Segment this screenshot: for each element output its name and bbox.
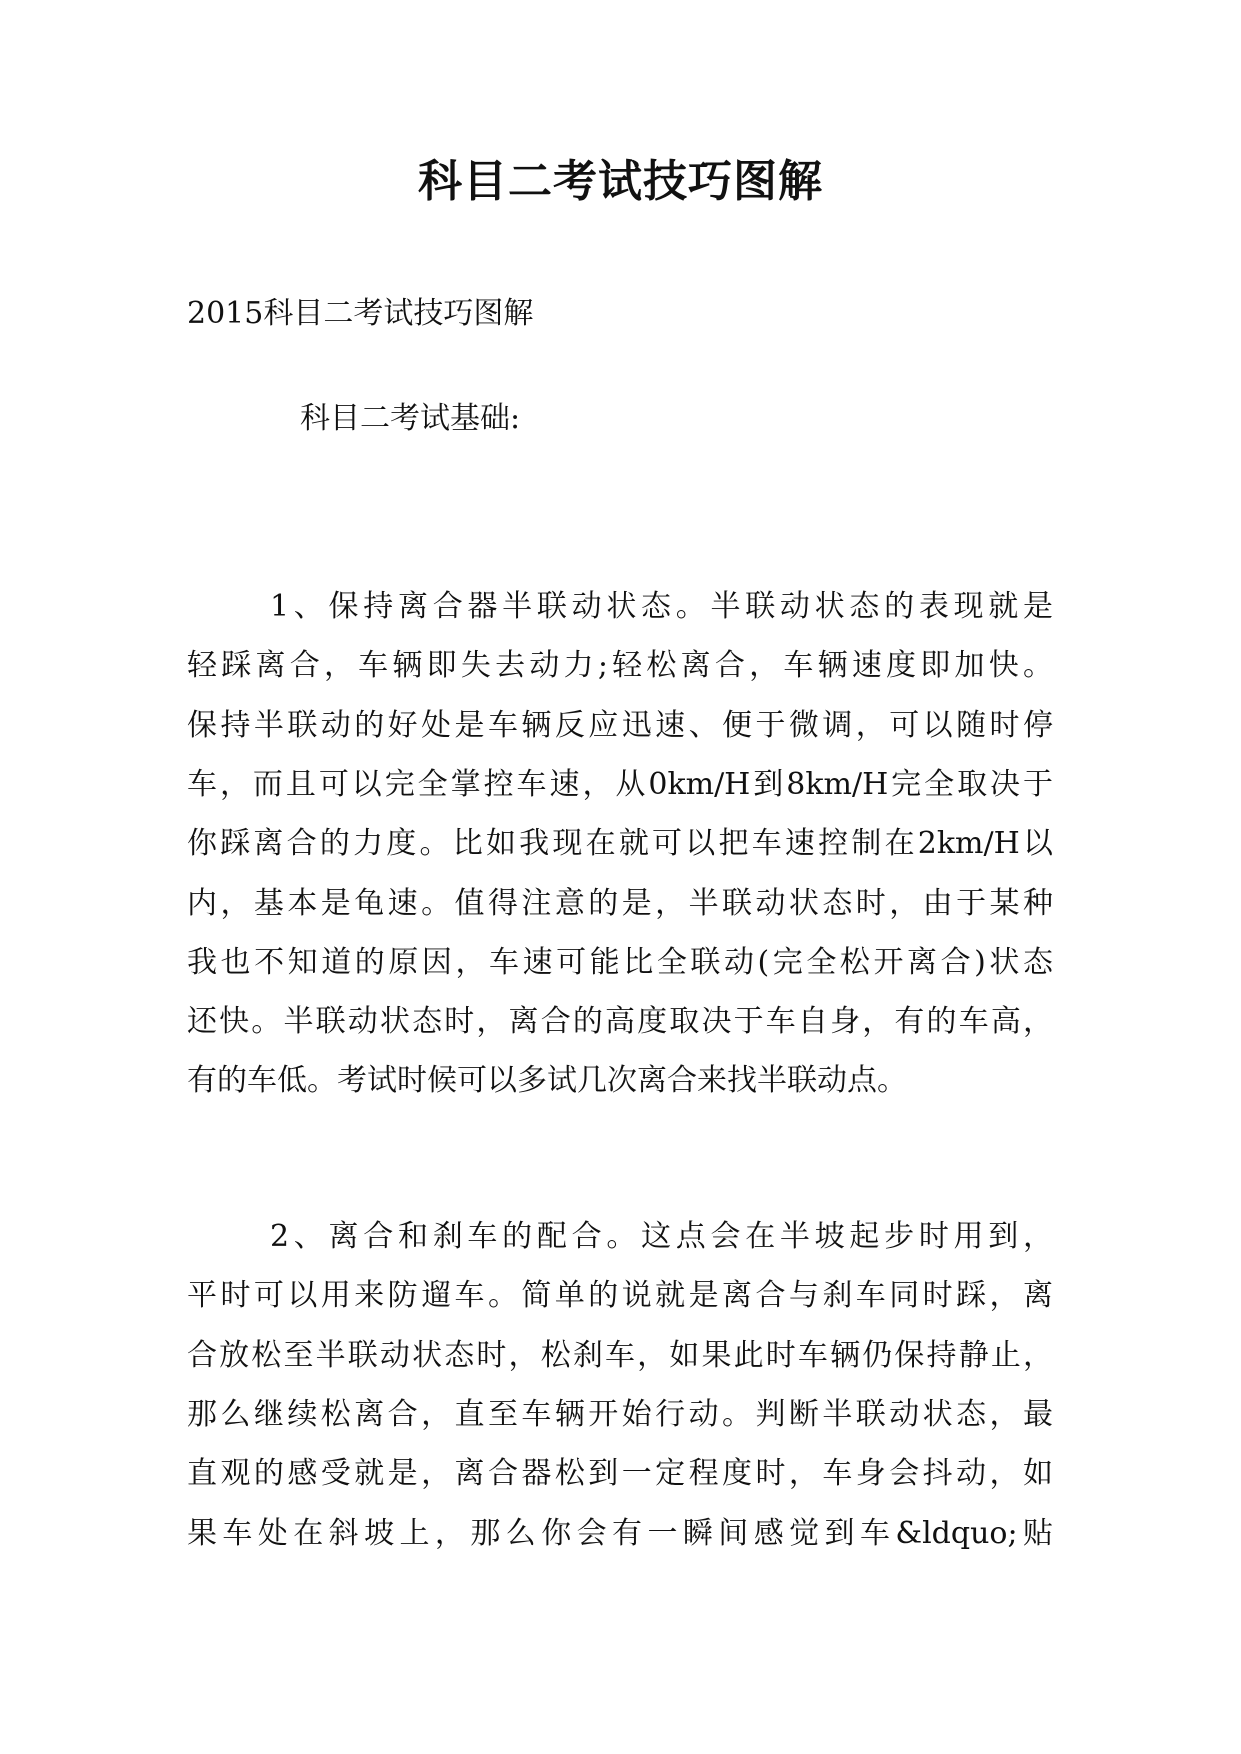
paragraph-line: 合放松至半联动状态时，松刹车，如果此时车辆仍保持静止， xyxy=(187,1337,1053,1373)
paragraph-line: 你踩离合的力度。比如我现在就可以把车速控制在2km/H以 xyxy=(187,826,1053,862)
document-title: 科目二考试技巧图解 xyxy=(418,156,823,207)
paragraph-line: 保持半联动的好处是车辆反应迅速、便于微调，可以随时停 xyxy=(187,707,1053,743)
paragraph-line: 车，而且可以完全掌控车速，从0km/H到8km/H完全取决于 xyxy=(187,766,1053,802)
paragraph-line: 平时可以用来防遛车。简单的说就是离合与刹车同时踩，离 xyxy=(187,1278,1053,1314)
paragraph-line: 直观的感受就是，离合器松到一定程度时，车身会抖动，如 xyxy=(187,1456,1053,1492)
paragraph-line: 内，基本是龟速。值得注意的是，半联动状态时，由于某种 xyxy=(187,885,1053,921)
paragraph-line: 那么继续松离合，直至车辆开始行动。判断半联动状态，最 xyxy=(187,1396,1053,1432)
document-subtitle: 2015科目二考试技巧图解 xyxy=(187,296,534,331)
paragraph-line: 还快。半联动状态时，离合的高度取决于车自身，有的车高， xyxy=(187,1004,1053,1040)
section-heading: 科目二考试基础: xyxy=(300,401,521,436)
paragraph-line: 2、离合和刹车的配合。这点会在半坡起步时用到， xyxy=(270,1219,1053,1254)
paragraph-line: 我也不知道的原因，车速可能比全联动(完全松开离合)状态 xyxy=(187,944,1053,980)
paragraph-line: 果车处在斜坡上，那么你会有一瞬间感觉到车&ldquo;贴 xyxy=(187,1515,1053,1551)
paragraph-line: 轻踩离合，车辆即失去动力;轻松离合，车辆速度即加快。 xyxy=(187,648,1053,684)
paragraph-line: 1、保持离合器半联动状态。半联动状态的表现就是 xyxy=(270,589,1053,624)
paragraph-line: 有的车低。考试时候可以多试几次离合来找半联动点。 xyxy=(187,1063,907,1099)
